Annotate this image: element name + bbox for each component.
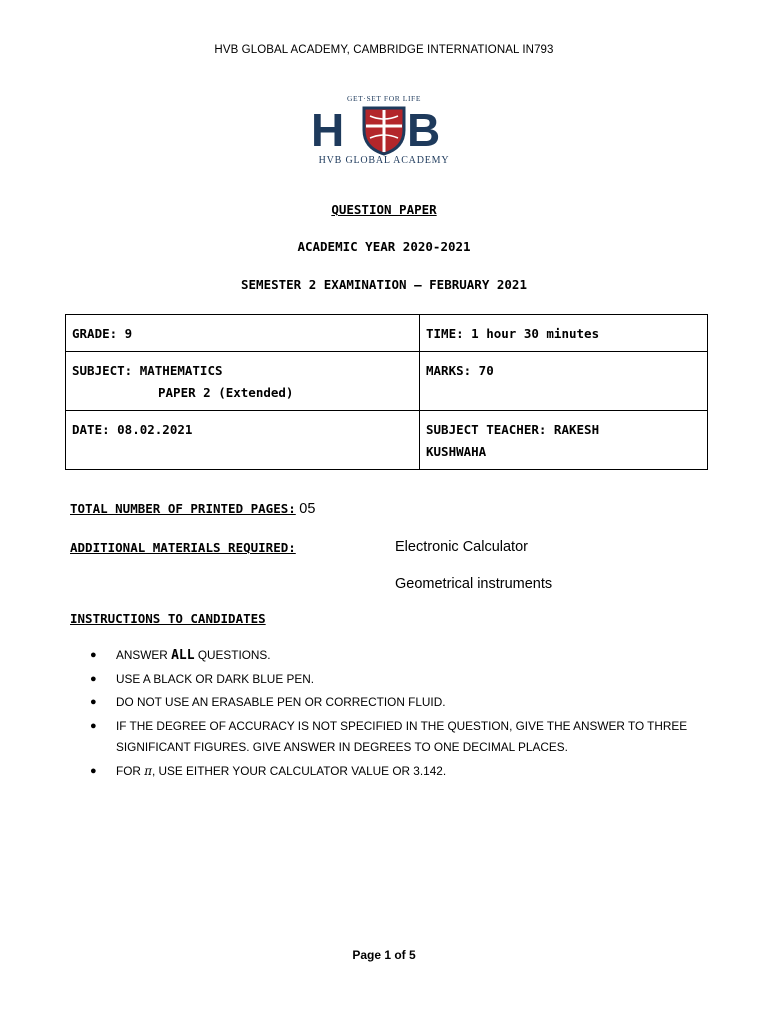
list-item	[70, 669, 710, 691]
time-cell: TIME: 1 hour 30 minutes	[420, 315, 708, 352]
academic-year: ACADEMIC YEAR 2020-2021	[297, 239, 471, 254]
instruction-text: ANSWER	[116, 648, 172, 662]
instructions-list	[70, 645, 710, 784]
table-row	[66, 315, 708, 352]
bullet-icon: ●	[90, 696, 97, 708]
exam-info-table	[65, 314, 708, 470]
bullet-icon: ●	[90, 764, 97, 777]
grade-cell: GRADE: 9	[66, 315, 420, 352]
instruction-text: DO NOT USE AN ERASABLE PEN OR CORRECTION FLUID.	[116, 695, 446, 709]
bullet-icon: ●	[90, 649, 97, 661]
table-row	[66, 411, 708, 470]
list-item	[70, 645, 710, 667]
pi-symbol: π	[144, 763, 152, 778]
logo-letter-b: B	[407, 104, 441, 156]
printed-pages-line	[70, 501, 315, 517]
printed-pages-value: 05	[299, 501, 316, 517]
paper-text: PAPER 2 (Extended)	[158, 385, 294, 400]
subject-cell	[66, 352, 420, 411]
teacher-line-2: KUSHWAHA	[426, 444, 487, 459]
logo-letter-h: H	[311, 104, 345, 156]
teacher-cell	[420, 411, 708, 470]
subject-text: SUBJECT: MATHEMATICS	[72, 363, 223, 378]
list-item	[70, 692, 710, 714]
materials-label: ADDITIONAL MATERIALS REQUIRED:	[70, 540, 296, 555]
printed-pages-label: TOTAL NUMBER OF PRINTED PAGES:	[70, 501, 296, 516]
logo-academy-name: HVB GLOBAL ACADEMY	[318, 155, 450, 166]
page-number: Page 1 of 5	[352, 948, 416, 962]
school-header: HVB GLOBAL ACADEMY, CAMBRIDGE INTERNATIONAL IN793	[214, 44, 554, 56]
material-calculator: Electronic Calculator	[395, 539, 528, 555]
list-item	[70, 716, 710, 759]
bullet-icon: ●	[90, 672, 97, 685]
instruction-text: IF THE DEGREE OF ACCURACY IS NOT SPECIFIED IN THE QUESTION, GIVE THE ANSWER TO THREE SIGNIFICANT FIGURES. GIVE ANSWER IN DEGREES TO ONE DECIMAL PLACES.	[116, 718, 688, 754]
logo-tagline: GET·SET FOR LIFE	[346, 94, 422, 103]
teacher-line-1: SUBJECT TEACHER: RAKESH	[426, 422, 600, 437]
marks-cell: MARKS: 70	[420, 352, 708, 411]
paper-title: QUESTION PAPER	[331, 202, 437, 217]
instruction-text: FOR	[116, 763, 145, 778]
instruction-text: USE A BLACK OR DARK BLUE PEN.	[116, 671, 314, 686]
instruction-text: , USE EITHER YOUR CALCULATOR VALUE OR 3.142.	[151, 763, 447, 778]
table-row	[66, 352, 708, 411]
instruction-text: QUESTIONS.	[194, 648, 271, 662]
material-geometry: Geometrical instruments	[395, 576, 553, 592]
shield-icon	[364, 108, 404, 154]
date-cell: DATE: 08.02.2021	[66, 411, 420, 470]
list-item	[70, 761, 710, 783]
instructions-heading: INSTRUCTIONS TO CANDIDATES	[70, 611, 266, 626]
bullet-icon: ●	[90, 719, 97, 732]
school-logo	[308, 92, 460, 166]
instruction-emphasis: ALL	[171, 648, 195, 663]
exam-title: SEMESTER 2 EXAMINATION – FEBRUARY 2021	[241, 277, 527, 292]
